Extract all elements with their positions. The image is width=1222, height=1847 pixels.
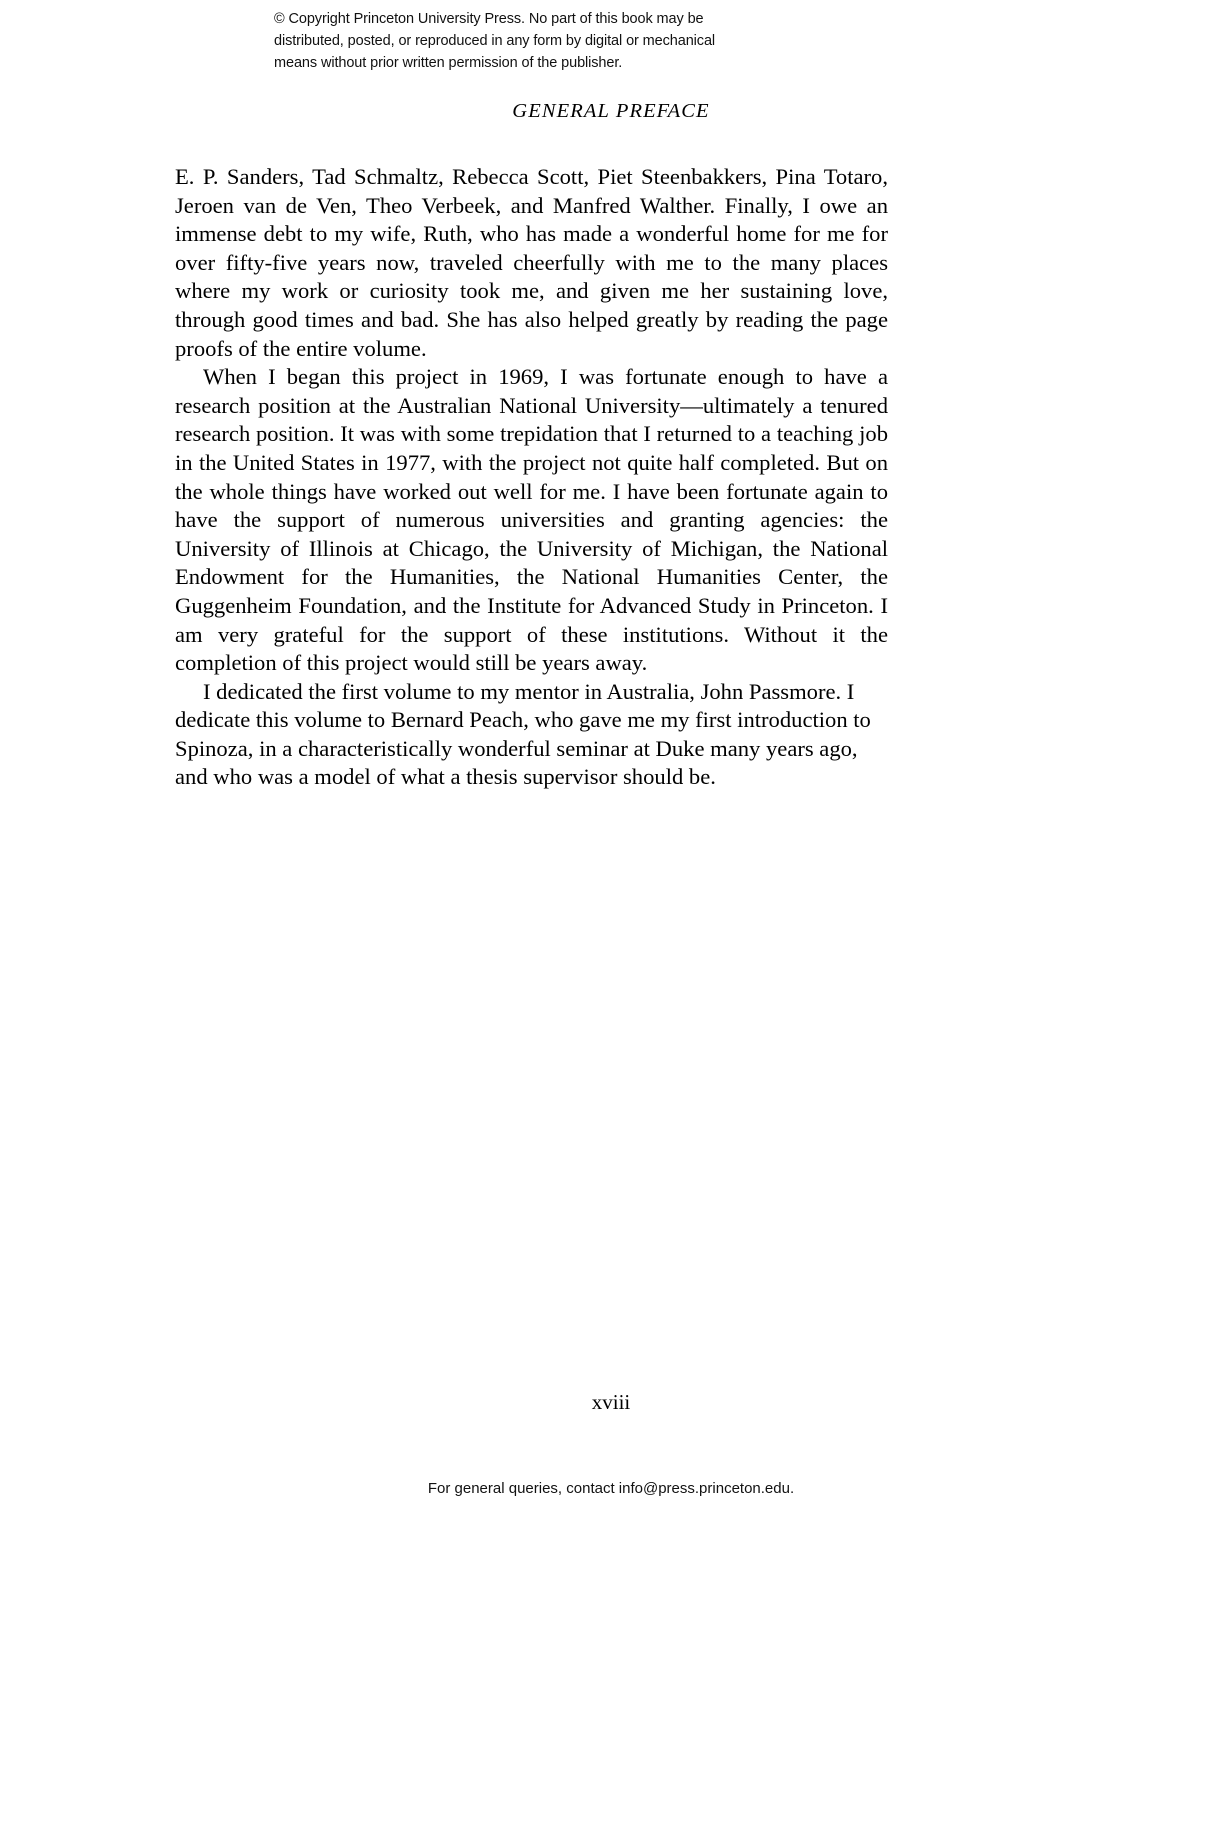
- copyright-notice: [274, 8, 894, 74]
- paragraph-2: When I began this project in 1969, I was fortunate enough to have a research position at the Australian National University—ultimately a tenured research position. It was with some trepidation that I returned to a teaching job in the United States in 1977, with the project not quite half completed. But on the whole things have worked out well for me. I have been fortunate again to have the support of numerous universities and granting agencies: the University of Illinois at Chicago, the University of Michigan, the National Endowment for the Humanities, the National Humanities Center, the Guggenheim Foundation, and the Institute for Advanced Study in Princeton. I am very grateful for the support of these institutions. Without it the completion of this project would still be years away.: [175, 364, 888, 676]
- copyright-notice-line-1: © Copyright Princeton University Press. No part of this book may be: [274, 11, 704, 27]
- footer-query-line: For general queries, contact info@press.princeton.edu.: [427, 1480, 795, 1497]
- running-head: GENERAL PREFACE: [512, 100, 710, 122]
- copyright-notice-line-2: distributed, posted, or reproduced in any form by digital or mechanical: [274, 33, 716, 50]
- paragraph-1: E. P. Sanders, Tad Schmaltz, Rebecca Scott, Piet Steenbakkers, Pina Totaro, Jeroen van de Ven, Theo Verbeek, and Manfred Walther. Finally, I owe an immense debt to my wife, Ruth, who has made a wonderful home for me for over fifty-five years now, traveled cheerfully with me to the many places where my work or curiosity took me, and given me her sustaining love, through good times and bad. She has also helped greatly by reading the page proofs of the entire volume.: [175, 164, 888, 361]
- copyright-notice-line-3: means without prior written permission of the publisher.: [274, 55, 623, 72]
- page-number: xviii: [591, 1390, 631, 1414]
- body-text: [175, 163, 888, 792]
- paragraph-3: I dedicated the first volume to my mentor in Australia, John Passmore. I dedicate this volume to Bernard Peach, who gave me my first introduction to Spinoza, in a characteristically wonderful seminar at Duke many years ago, and who was a model of what a thesis supervisor should be.: [175, 678, 871, 790]
